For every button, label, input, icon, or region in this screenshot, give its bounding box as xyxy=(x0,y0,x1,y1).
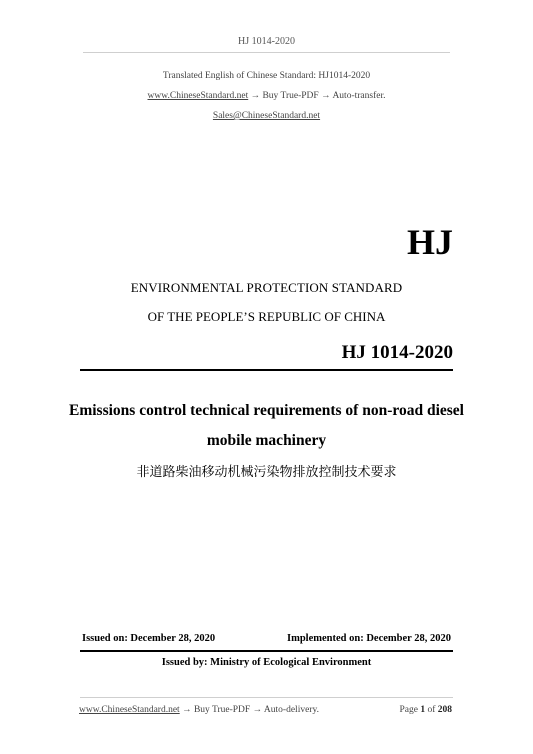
standard-number: HJ 1014-2020 xyxy=(341,342,453,363)
purchase-line xyxy=(0,91,533,101)
chinese-standard-link[interactable]: www.ChineseStandard.net xyxy=(147,91,249,101)
page-label: Page xyxy=(399,705,418,715)
implemented-on-date: Implemented on: December 28, 2020 xyxy=(287,633,451,644)
arrow-right-icon: → xyxy=(321,91,331,101)
document-title-line2: mobile machinery xyxy=(206,432,327,449)
header-divider xyxy=(83,52,450,53)
standard-org-line1: ENVIRONMENTAL PROTECTION STANDARD xyxy=(130,280,403,295)
running-header: HJ 1014-2020 xyxy=(238,36,295,47)
footer-buy-text: Buy True-PDF xyxy=(193,705,251,715)
footer-site-link[interactable]: www.ChineseStandard.net xyxy=(79,705,180,715)
page-total: 208 xyxy=(437,705,452,715)
buy-true-pdf-text: Buy True-PDF xyxy=(262,91,319,101)
issue-divider xyxy=(80,650,453,652)
standard-org-line2: OF THE PEOPLE’S REPUBLIC OF CHINA xyxy=(147,309,386,324)
title-divider xyxy=(80,369,453,371)
auto-transfer-text: Auto-transfer. xyxy=(332,91,386,101)
sales-line xyxy=(0,111,533,121)
document-title-line1: Emissions control technical requirements of non-road diesel xyxy=(69,402,464,419)
document-title-chinese: 非道路柴油移动机械污染物排放控制技术要求 xyxy=(136,465,397,480)
arrow-right-icon: → xyxy=(252,705,263,715)
translation-notice: Translated English of Chinese Standard: HJ1014-2020 xyxy=(162,71,371,81)
arrow-right-icon: → xyxy=(250,91,261,101)
standard-category-code: HJ xyxy=(406,222,453,262)
footer-purchase-line xyxy=(79,705,319,715)
footer-divider xyxy=(80,697,453,698)
page-current: 1 xyxy=(420,705,426,715)
sales-email-link[interactable]: Sales@ChineseStandard.net xyxy=(212,111,321,121)
page-of-label: of xyxy=(427,705,436,715)
issued-by: Issued by: Ministry of Ecological Environment xyxy=(161,657,372,668)
page-indicator xyxy=(399,705,452,715)
issued-on-date: Issued on: December 28, 2020 xyxy=(82,633,216,644)
arrow-right-icon: → xyxy=(182,705,192,715)
footer-auto-delivery-text: Auto-delivery. xyxy=(263,705,319,715)
